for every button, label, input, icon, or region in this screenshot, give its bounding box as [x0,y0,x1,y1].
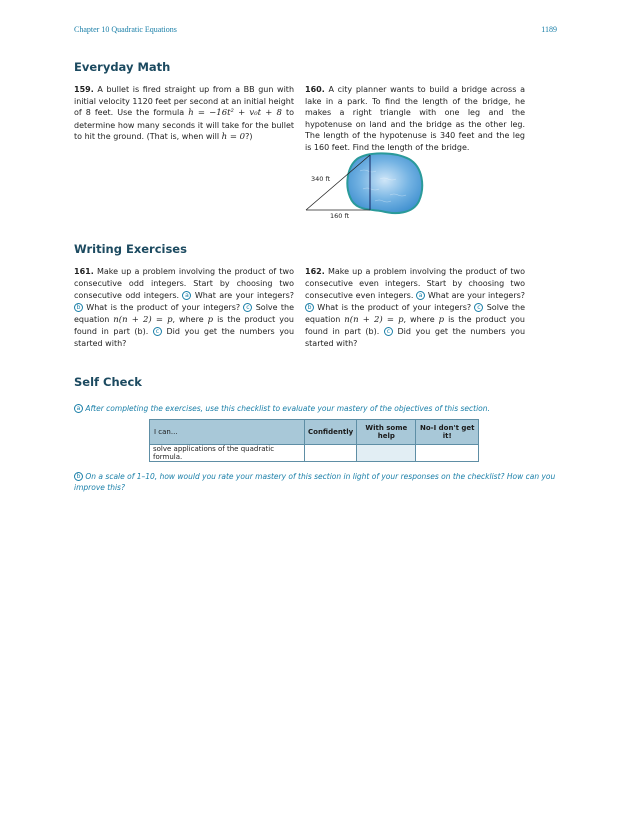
lake-diagram [305,151,425,226]
exercise-160: 160. A city planner wants to build a bridge across a lake in a park. To find the length of the bridge, he makes a right triangle with one leg and the hypotenuse on land and the bridge as the other leg. The length of the hypotenuse is 340 feet and the leg is 160 feet. Find the length of the bridge. [305,85,526,152]
lake-triangle-figure [305,151,425,226]
exercise-161: 161. Make up a problem involving the product of two consecutive odd integers. Start by choosing two consecutive odd integers. a What are your integers? b What is the product of your integers? c Solve the equation n(n + 2) = p, where p is the product you found in part (b). c Did you get the numbers you started with? [74,267,295,348]
confidently-cell[interactable] [305,445,357,462]
with-some-help-cell[interactable] [357,445,416,462]
condition: h = 0 [221,132,246,142]
part-b-marker: b [74,303,83,312]
exercise-159: 159. A bullet is fired straight up from a BB gun with initial velocity 1120 feet per second at an initial height of 8 feet. Use the formula h = −16t² + v₀t + 8 to determine how many seconds it will take for the bullet to hit the ground. (That is, when will h = 0?) [74,85,295,142]
equation: n(n + 2) = p [344,315,404,325]
header-i-can: I can... [150,420,305,445]
self-check-table [149,419,479,462]
running-head [74,25,557,37]
page-number: 1189 [541,25,557,34]
section-title-writing-exercises: Writing Exercises [74,242,187,256]
part-b-marker: b [305,303,314,312]
section-title-self-check: Self Check [74,375,142,389]
part-a-marker: a [182,291,191,300]
chapter-title: Chapter 10 Quadratic Equations [74,25,177,34]
exercise-162: 162. Make up a problem involving the product of two consecutive even integers. Start by choosing two consecutive even integers. a What are your integers? b What is the product of your integers? c Solve the equation n(n + 2) = p, where p is the product you found in part (b). c Did you get the numbers you started with? [305,267,526,348]
equation: n(n + 2) = p [113,315,173,325]
header-dont-get-it: No-I don't get it! [416,420,479,445]
hypotenuse-label: 340 ft [311,175,331,183]
part-c-marker: c [243,303,252,312]
note-b-marker: b [74,472,83,481]
dont-get-it-cell[interactable] [416,445,479,462]
formula: h = −16t² + v₀t + 8 [188,108,282,118]
objective-cell: solve applications of the quadratic formula. [150,445,305,462]
part-c-marker: c [474,303,483,312]
header-confidently: Confidently [305,420,357,445]
self-check-note-a: a After completing the exercises, use this checklist to evaluate your mastery of the objectives of this section. [74,403,554,414]
self-check-note-b: b On a scale of 1–10, how would you rate your mastery of this section in light of your responses on the checklist? How can you improve this? [74,472,556,492]
part-a-marker: a [416,291,425,300]
note-a-marker: a [74,404,83,413]
part-c-marker: c [153,327,162,336]
part-c-marker: c [384,327,393,336]
table-header-row [150,420,479,445]
leg-label: 160 ft [330,212,350,220]
section-title-everyday-math: Everyday Math [74,60,171,74]
header-with-some-help: With some help [357,420,416,445]
table-row [150,445,479,462]
lake-shape [347,153,422,213]
